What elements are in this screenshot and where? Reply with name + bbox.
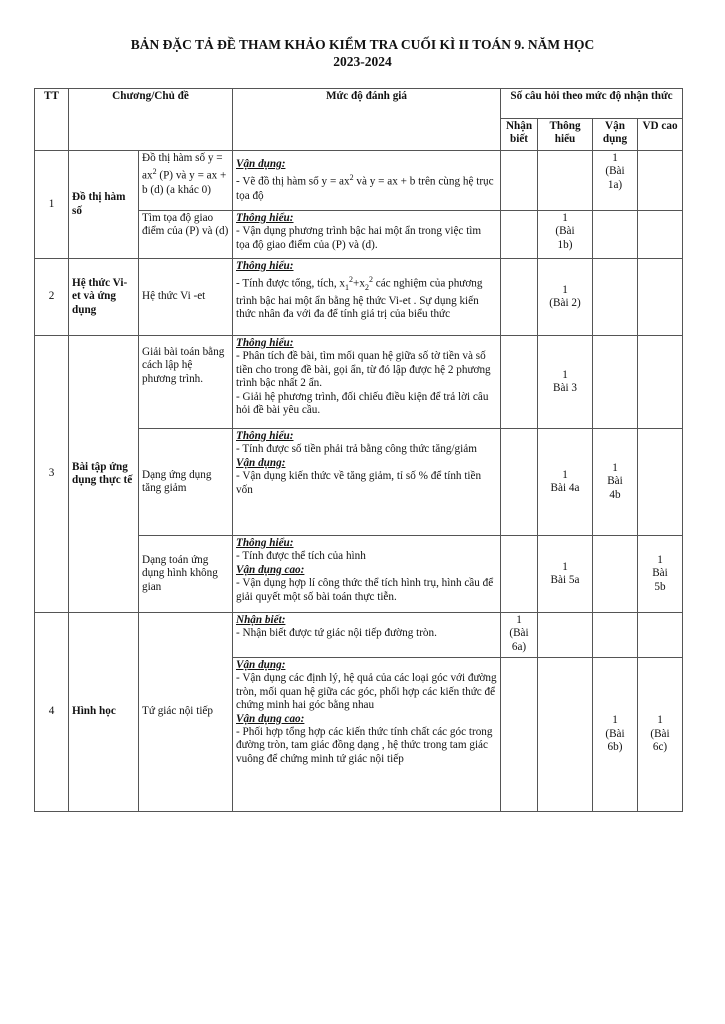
count-nhan-biet xyxy=(501,151,538,211)
count-vd-cao xyxy=(638,259,683,336)
count-vd-cao xyxy=(638,151,683,211)
header-chapter: Chương/Chủ đề xyxy=(69,89,233,151)
topic-cell: Đồ thị hàm số $y = ax^2$ (P) và y = ax + b (d) (a khác 0) xyxy=(139,151,233,211)
count-nhan-biet xyxy=(501,259,538,336)
count-vd-cao xyxy=(638,211,683,259)
level-label: Vận dụng: xyxy=(236,456,286,469)
row-number: 4 xyxy=(35,613,69,812)
topic-cell: Dạng toán ứng dụng hình không gian xyxy=(139,536,233,613)
level-detail: - Tính được tổng, tích, $x_1^2+x_2^2$ các nghiệm của phương trình bậc hai một ẩn bằng hệ thức Vi-et . Sự dụng kiến thức nhân đa với đa để tính giá trị của biểu thức xyxy=(236,275,483,321)
level-description xyxy=(233,429,501,536)
level-detail: - Vận dụng kiến thức về tăng giảm, tỉ số % để tính tiền vốn xyxy=(236,470,482,496)
level-label: Vận dụng cao: xyxy=(236,712,305,725)
specification-table xyxy=(34,88,683,812)
chapter-cell: Hình học xyxy=(69,613,139,812)
count-van-dung xyxy=(593,613,638,658)
topic-cell: Tứ giác nội tiếp xyxy=(139,613,233,812)
count-thong-hieu: 1 Bài 4a xyxy=(538,429,593,536)
level-detail: - Vẽ đồ thị hàm số $y = ax^2$ và y = ax + b trên cùng hệ trục tọa độ xyxy=(236,173,494,202)
count-thong-hieu: 1 (Bài 1b) xyxy=(538,211,593,259)
count-vd-cao xyxy=(638,429,683,536)
count-nhan-biet xyxy=(501,536,538,613)
count-nhan-biet xyxy=(501,336,538,429)
header-tt: TT xyxy=(35,89,69,151)
header-vd-cao: VD cao xyxy=(638,119,683,151)
level-description xyxy=(233,211,501,259)
count-van-dung xyxy=(593,536,638,613)
level-label: Thông hiểu: xyxy=(236,337,294,349)
count-nhan-biet: 1 (Bài 6a) xyxy=(501,613,538,658)
chapter-cell: Bài tập ứng dụng thực tế xyxy=(69,336,139,613)
level-detail: - Vận dụng các định lý, hệ quả của các loại góc với đường tròn, mối quan hệ giữa các góc, phối hợp các kiến thức để chứng minh hai góc bằng nhau xyxy=(236,672,497,712)
count-thong-hieu xyxy=(538,151,593,211)
level-description xyxy=(233,613,501,658)
table-row xyxy=(35,613,683,658)
count-thong-hieu: 1 (Bài 2) xyxy=(538,259,593,336)
header-van-dung: Vận dụng xyxy=(593,119,638,151)
row-number: 3 xyxy=(35,336,69,613)
topic-cell: Dạng ứng dụng tăng giảm xyxy=(139,429,233,536)
count-vd-cao: 1 (Bài 6c) xyxy=(638,658,683,812)
table-row xyxy=(35,259,683,336)
level-label: Nhận biết: xyxy=(236,614,286,626)
header-thong-hieu: Thông hiểu xyxy=(538,119,593,151)
count-thong-hieu xyxy=(538,613,593,658)
count-nhan-biet xyxy=(501,658,538,812)
table-row xyxy=(35,336,683,429)
header-nhan-biet: Nhận biết xyxy=(501,119,538,151)
level-description xyxy=(233,151,501,211)
count-van-dung: 1 (Bài 1a) xyxy=(593,151,638,211)
topic-cell: Giải bài toán bằng cách lập hệ phương trình. xyxy=(139,336,233,429)
topic-cell: Hệ thức Vi -et xyxy=(139,259,233,336)
count-nhan-biet xyxy=(501,429,538,536)
topic-cell: Tìm tọa độ giao điểm của (P) và (d) xyxy=(139,211,233,259)
header-level: Mức độ đánh giá xyxy=(233,89,501,151)
row-number: 1 xyxy=(35,151,69,259)
count-nhan-biet xyxy=(501,211,538,259)
count-thong-hieu: 1 Bài 5a xyxy=(538,536,593,613)
table-row xyxy=(35,151,683,211)
level-label: Thông hiểu: xyxy=(236,212,294,224)
count-thong-hieu: 1 Bài 3 xyxy=(538,336,593,429)
count-vd-cao xyxy=(638,336,683,429)
level-detail: - Tính được số tiền phải trả bằng công thức tăng/giảm xyxy=(236,443,477,456)
level-label: Vận dụng: xyxy=(236,158,286,171)
level-description xyxy=(233,336,501,429)
count-thong-hieu xyxy=(538,658,593,812)
level-detail: - Vận dụng hợp lí công thức thể tích hình trụ, hình cầu để giải quyết một số bài toán thực tiễn. xyxy=(236,577,494,603)
level-description xyxy=(233,536,501,613)
level-detail: - Nhận biết được tứ giác nội tiếp đường tròn. xyxy=(236,627,437,640)
count-van-dung: 1 (Bài 6b) xyxy=(593,658,638,812)
row-number: 2 xyxy=(35,259,69,336)
header-question-count: Số câu hỏi theo mức độ nhận thức xyxy=(501,89,683,119)
count-van-dung xyxy=(593,259,638,336)
level-description xyxy=(233,259,501,336)
level-label: Vận dụng: xyxy=(236,659,286,671)
level-description xyxy=(233,658,501,812)
level-detail: - Vận dụng phương trình bậc hai một ẩn trong việc tìm tọa độ giao điểm của (P) và (d). xyxy=(236,225,482,251)
chapter-cell: Hệ thức Vi-et và ứng dụng xyxy=(69,259,139,336)
level-detail: - Phân tích đề bài, tìm mối quan hệ giữa số tờ tiền và số tiền cho trong đề bài, gọi ẩn, từ đó lập được hệ 2 phương trình bậc nhất 2 ẩn. - Giải hệ phương trình, đối chiếu điều kiện để trả lời câu hỏi đề bài yêu cầu. xyxy=(236,350,491,417)
level-label: Vận dụng cao: xyxy=(236,563,305,576)
count-van-dung xyxy=(593,211,638,259)
title-line-2: 2023-2024 xyxy=(333,54,392,69)
page-title xyxy=(40,36,685,70)
count-vd-cao: 1 Bài 5b xyxy=(638,536,683,613)
level-label: Thông hiểu: xyxy=(236,430,294,442)
level-label: Thông hiểu: xyxy=(236,260,294,272)
chapter-cell: Đồ thị hàm số xyxy=(69,151,139,259)
count-van-dung: 1 Bài 4b xyxy=(593,429,638,536)
level-detail: - Tính được thể tích của hình xyxy=(236,550,366,563)
count-vd-cao xyxy=(638,613,683,658)
count-van-dung xyxy=(593,336,638,429)
title-line-1: BẢN ĐẶC TẢ ĐỀ THAM KHẢO KIỂM TRA CUỐI KÌ II TOÁN 9. NĂM HỌC xyxy=(130,37,595,52)
level-label: Thông hiểu: xyxy=(236,537,294,549)
level-detail: - Phối hợp tổng hợp các kiến thức tính chất các góc trong đường tròn, tam giác đồng dạng , hệ thức trong tam giác vuông để chứng minh tứ giác nội tiếp xyxy=(236,726,493,765)
